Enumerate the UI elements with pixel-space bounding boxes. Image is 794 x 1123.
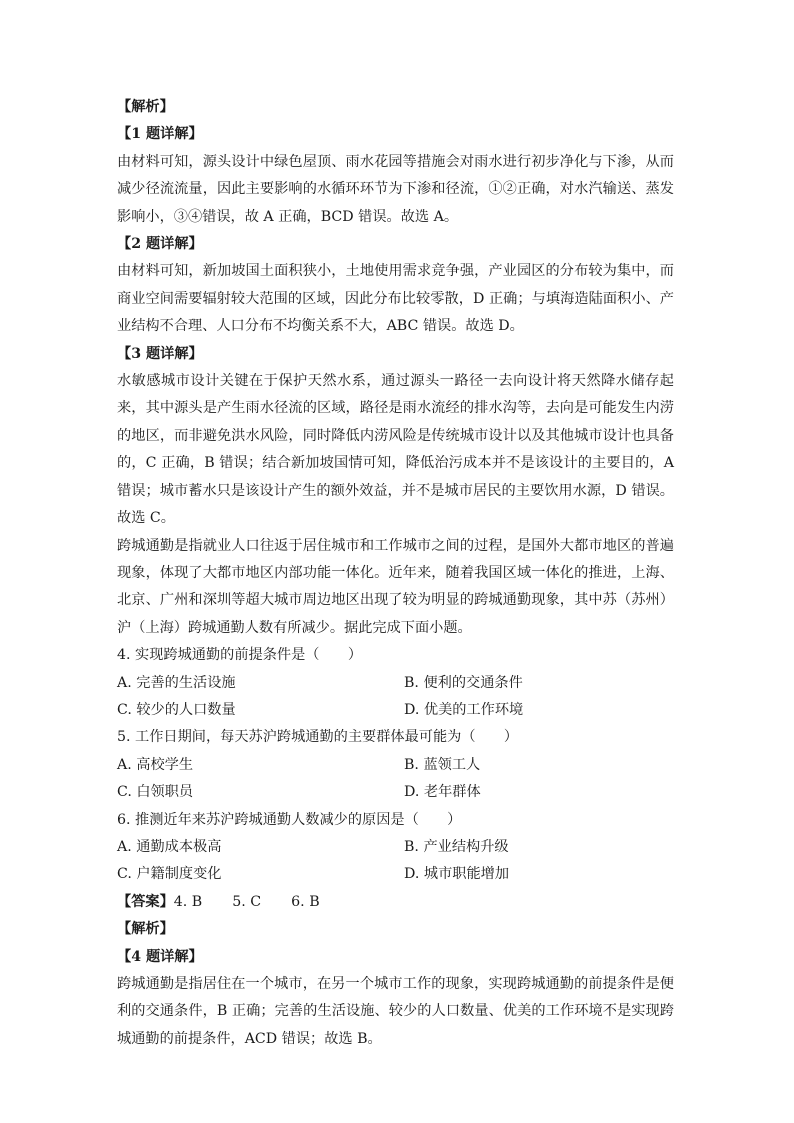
option-a: A. 通勤成本极高	[117, 838, 222, 855]
question-5	[117, 724, 674, 806]
option-b: B. 蓝领工人	[404, 756, 481, 773]
answer-value-5: 5. C	[232, 893, 262, 910]
analysis-heading-2: 【解析】	[117, 921, 174, 938]
q3-detail-title: 【3 题详解】	[117, 345, 203, 362]
option-row	[117, 861, 674, 888]
material-passage: 跨城通勤是指就业人口往返于居住城市和工作城市之间的过程，是国外大都市地区的普遍现象，体现了大都市地区内部功能一体化。近年来，随着我国区域一体化的推进，上海、北京、广州和深圳等超大城市周边地区出现了较为明显的跨城通勤现象，其中苏（苏州）沪（上海）跨城通勤人数有所减少。据此完成下面小题。	[117, 537, 674, 636]
option-row	[117, 670, 674, 697]
q1-detail-text: 由材料可知，源头设计中绿色屋顶、雨水花园等措施会对雨水进行初步净化与下渗，从而减少径流流量，因此主要影响的水循环环节为下渗和径流，①②正确，对水汽输送、蒸发影响小，③④错误，故 A 正确，BCD 错误。故选 A。	[117, 153, 674, 225]
option-d: D. 优美的工作环境	[404, 701, 524, 718]
option-row	[117, 752, 674, 779]
question-6	[117, 807, 674, 889]
option-d: D. 城市职能增加	[404, 866, 510, 883]
option-d: D. 老年群体	[404, 784, 481, 801]
analysis-heading: 【解析】	[117, 99, 174, 115]
question-4	[117, 642, 674, 724]
option-row	[117, 834, 674, 861]
option-c: C. 户籍制度变化	[117, 866, 222, 883]
option-row	[117, 697, 674, 724]
question-stem: 5. 工作日期间，每天苏沪跨城通勤的主要群体最可能为（ ）	[117, 729, 519, 746]
q4-detail-text: 跨城通勤是指居住在一个城市，在另一个城市工作的现象，实现跨城通勤的前提条件是便利的交通条件，B 正确；完善的生活设施、较少的人口数量、优美的工作环境不是实现跨城通勤的前提条件，ACD 错误；故选 B。	[117, 976, 674, 1047]
q4-detail-title: 【4 题详解】	[117, 948, 203, 965]
question-stem: 4. 实现跨城通勤的前提条件是（ ）	[117, 647, 363, 664]
q2-detail-title: 【2 题详解】	[117, 236, 203, 253]
option-a: A. 完善的生活设施	[117, 674, 236, 691]
answer-value-4: 4. B	[173, 893, 203, 910]
option-a: A. 高校学生	[117, 756, 194, 773]
q1-detail-title: 【1 题详解】	[117, 126, 203, 143]
answer-line	[117, 889, 674, 916]
option-c: C. 白领职员	[117, 784, 194, 801]
option-b: B. 产业结构升级	[404, 838, 509, 855]
question-stem: 6. 推测近年来苏沪跨城通勤人数减少的原因是（ ）	[117, 811, 462, 828]
q2-detail-text: 由材料可知，新加坡国土面积狭小，土地使用需求竞争强，产业园区的分布较为集中，而商业空间需要辐射较大范围的区域，因此分布比较零散，D 正确；与填海造陆面积小、产业结构不合理、人口分布不均衡关系不大，ABC 错误。故选 D。	[117, 263, 674, 335]
q3-detail-text: 水敏感城市设计关键在于保护天然水系，通过源头一路径一去向设计将天然降水储存起来，其中源头是产生雨水径流的区域，路径是雨水流经的排水沟等，去向是可能发生内涝的地区，而非避免洪水风险，同时降低内涝风险是传统城市设计以及其他城市设计也具备的，C 正确，B 错误；结合新加坡国情可知，降低治污成本并不是该设计的主要目的，A 错误；城市蓄水只是该设计产生的额外效益，并不是城市居民的主要饮用水源，D 错误。故选 C。	[117, 373, 674, 527]
option-c: C. 较少的人口数量	[117, 701, 236, 718]
option-b: B. 便利的交通条件	[404, 674, 523, 691]
answer-value-6: 6. B	[291, 893, 320, 910]
answer-label: 【答案】	[117, 893, 174, 910]
option-row	[117, 779, 674, 806]
